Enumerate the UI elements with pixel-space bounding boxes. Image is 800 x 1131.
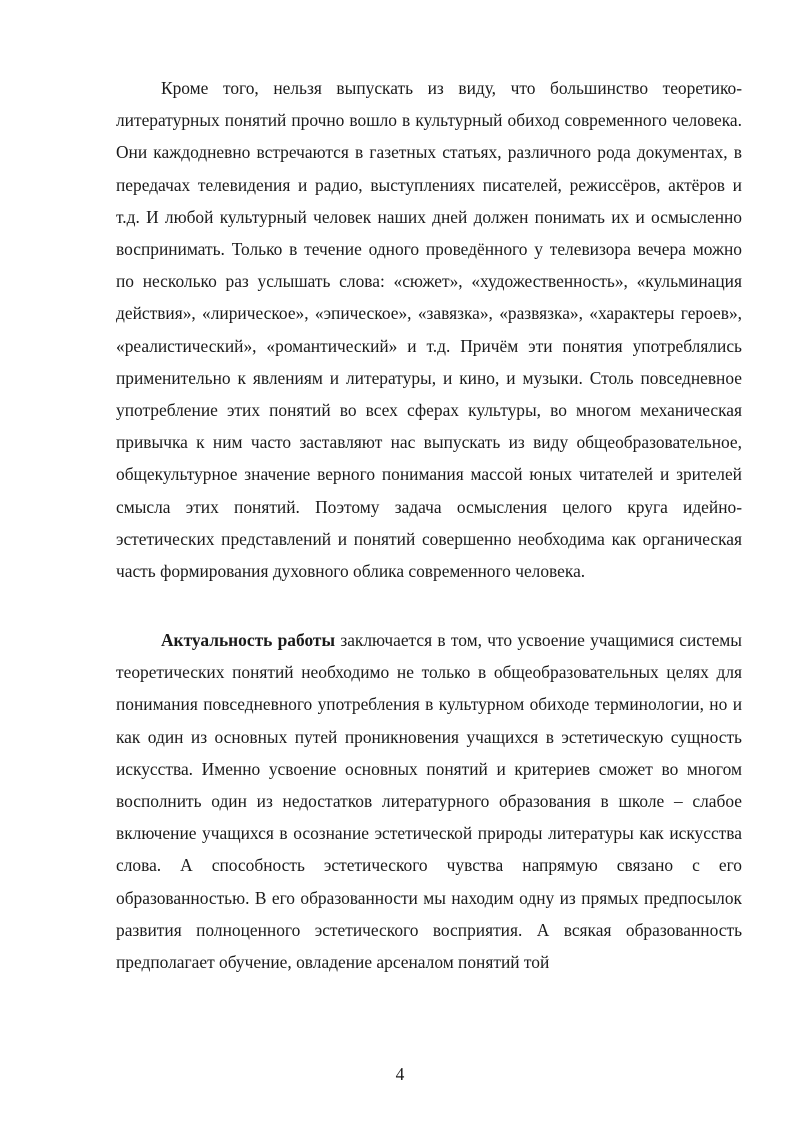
page-number: 4 bbox=[395, 1064, 405, 1084]
paragraph-1-text: Кроме того, нельзя выпускать из виду, что большинство теоретико-литературных понятий прочно вошло в культурный обиход современного человека. Они каждодневно встречаются в газетных статьях, различного рода документах, в передачах телевидения и радио, выступлениях писателей, режиссёров, актёров и т.д. И любой культурный человек наших дней должен понимать их и осмысленно воспринимать. Только в течение одного проведённого у телевизора вечера можно по несколько раз услышать слова: «сюжет», «художественность», «кульминация действия», «лирическое», «эпическое», «завязка», «развязка», «характеры героев», «реалистический», «романтический» и т.д. Причём эти понятия употреблялись применительно к явлениям и литературы, и кино, и музыки. Столь повседневное употребление этих понятий во всех сферах культуры, во многом механическая привычка к ним часто заставляют нас выпускать из виду общеобразовательное, общекультурное значение верного понимания массой юных читателей и зрителей смысла этих понятий. Поэтому задача осмысления целого круга идейно-эстетических представлений и понятий совершенно необходима как органическая часть формирования духовного облика современного человека. bbox=[116, 78, 742, 582]
relevance-heading: Актуальность работы bbox=[161, 630, 336, 650]
paragraph-text bbox=[116, 624, 742, 978]
body-paragraph-2 bbox=[116, 624, 742, 978]
body-paragraph-1 bbox=[116, 72, 742, 587]
paragraph-2-text: заключается в том, что усвоение учащимися системы теоретических понятий необходимо не только в общеобразовательных целях для понимания повседневного употребления в культурном обиходе терминологии, но и как один из основных путей проникновения учащихся в эстетическую сущность искусства. Именно усвоение основных понятий и критериев сможет во многом восполнить один из недостатков литературного образования в школе – слабое включение учащихся в осознание эстетической природы литературы как искусства слова. А способность эстетического чувства напрямую связано с его образованностью. В его образованности мы находим одну из прямых предпосылок развития полноценного эстетического восприятия. А всякая образованность предполагает обучение, овладение арсеналом понятий той bbox=[116, 630, 742, 973]
paragraph-text bbox=[116, 72, 742, 587]
